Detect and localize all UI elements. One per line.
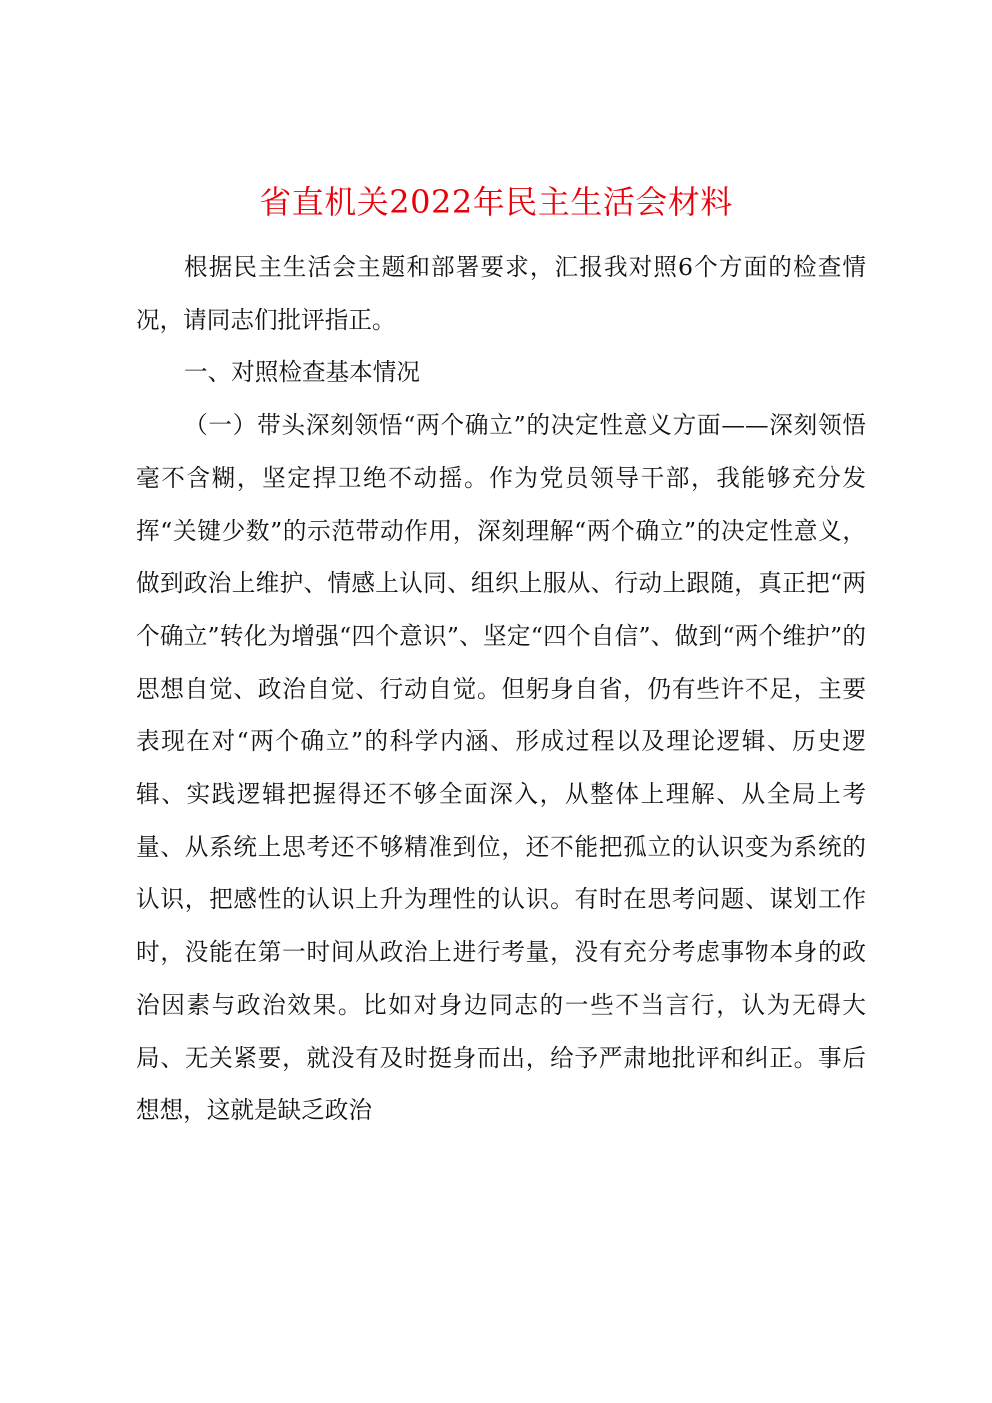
document-title: 省直机关2022年民主生活会材料 [259,183,733,221]
section-heading: 一、对照检查基本情况 [184,358,420,387]
paragraph-intro: 根据民主生活会主题和部署要求，汇报我对照6个方面的检查情况，请同志们批评指正。 [136,253,866,334]
document-body [136,241,866,1137]
paragraph-section-1: （一）带头深刻领悟“两个确立”的决定性意义方面——深刻领悟毫不含糊，坚定捍卫绝不动摇。作为党员领导干部，我能够充分发挥“关键少数”的示范带动作用，深刻理解“两个确立”的决定性意义，做到政治上维护、情感上认同、组织上服从、行动上跟随，真正把“两个确立”转化为增强“四个意识”、坚定“四个自信”、做到“两个维护”的思想自觉、政治自觉、行动自觉。但躬身自省，仍有些许不足，主要表现在对“两个确立”的科学内涵、形成过程以及理论逻辑、历史逻辑、实践逻辑把握得还不够全面深入，从整体上理解、从全局上考量、从系统上思考还不够精准到位，还不能把孤立的认识变为系统的认识，把感性的认识上升为理性的认识。有时在思考问题、谋划工作时，没能在第一时间从政治上进行考量，没有充分考虑事物本身的政治因素与政治效果。比如对身边同志的一些不当言行，认为无碍大局、无关紧要，就没有及时挺身而出，给予严肃地批评和纠正。事后想想，这就是缺乏政治 [136,411,866,1125]
